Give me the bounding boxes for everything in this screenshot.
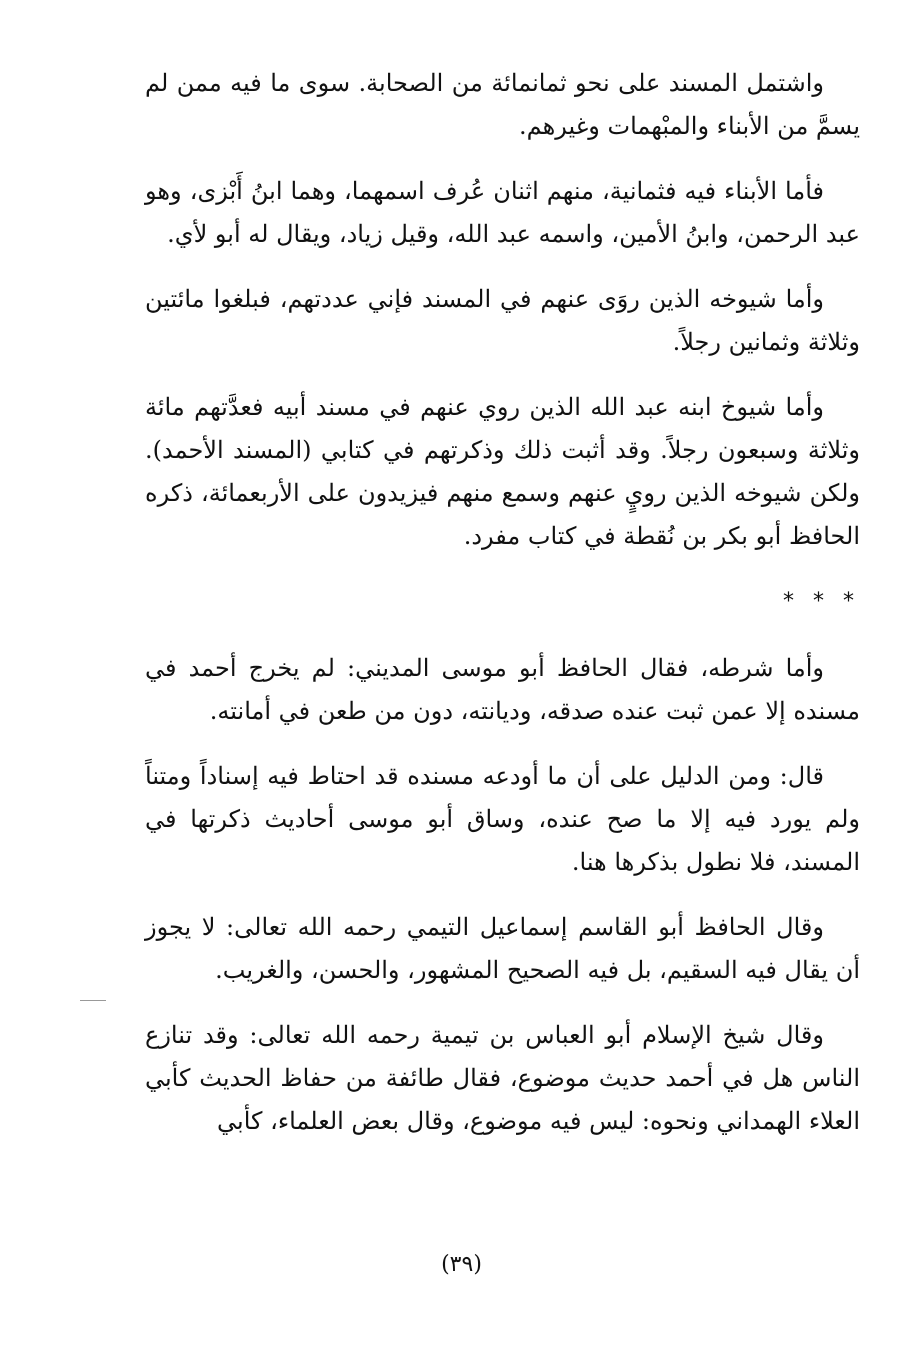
paragraph-sheikhs: وأما شيوخه الذين روَى عنهم في المسند فإني عددتهم، فبلغوا مائتين وثلاثة وثمانين رجلاً.	[145, 285, 860, 356]
body-text	[145, 62, 860, 1165]
paragraph-companions-count: واشتمل المسند على نحو ثمانمائة من الصحابة. سوى ما فيه ممن لم يسمَّ من الأبناء والمبْهمات وغيرهم.	[145, 69, 860, 140]
margin-mark	[80, 1000, 106, 1001]
section-separator: * * *	[783, 589, 860, 614]
paragraph-ibn-taymiyya: وقال شيخ الإسلام أبو العباس بن تيمية رحمه الله تعالى: وقد تنازع الناس هل في أحمد حديث موضوع، فقال طائفة من حفاظ الحديث كأبي العلاء الهمداني ونحوه: ليس فيه موضوع، وقال بعض العلماء، كأبي	[145, 1021, 860, 1135]
paragraph-sons: فأما الأبناء فيه فثمانية، منهم اثنان عُرف اسمهما، وهما ابنُ أَبْزى، وهو عبد الرحمن، وابنُ الأمين، واسمه عبد الله، وقيل زياد، ويقال له أبو لأي.	[145, 177, 860, 248]
paragraph-taymi: وقال الحافظ أبو القاسم إسماعيل التيمي رحمه الله تعالى: لا يجوز أن يقال فيه السقيم، بل فيه الصحيح المشهور، والحسن، والغريب.	[145, 913, 860, 984]
page-number: (٣٩)	[441, 1252, 482, 1277]
paragraph-condition: وأما شرطه، فقال الحافظ أبو موسى المديني: لم يخرج أحمد في مسنده إلا عمن ثبت عنده صدقه، وديانته، دون من طعن في أمانته.	[145, 654, 860, 725]
paragraph-evidence: قال: ومن الدليل على أن ما أودعه مسنده قد احتاط فيه إسناداً ومتناً ولم يورد فيه إلا ما صح عنده، وساق أبو موسى أحاديث ذكرتها في المسند، فلا نطول بذكرها هنا.	[145, 762, 860, 876]
paragraph-abdullah-sheikhs: وأما شيوخ ابنه عبد الله الذين روي عنهم في مسند أبيه فعدَّتهم مائة وثلاثة وسبعون رجلاً. وقد أثبت ذلك وذكرتهم في كتابي (المسند الأحمد). ولكن شيوخه الذين رويٍ عنهم وسمع منهم فيزيدون على الأربعمائة، ذكره الحافظ أبو بكر بن نُقطة في كتاب مفرد.	[145, 393, 860, 550]
